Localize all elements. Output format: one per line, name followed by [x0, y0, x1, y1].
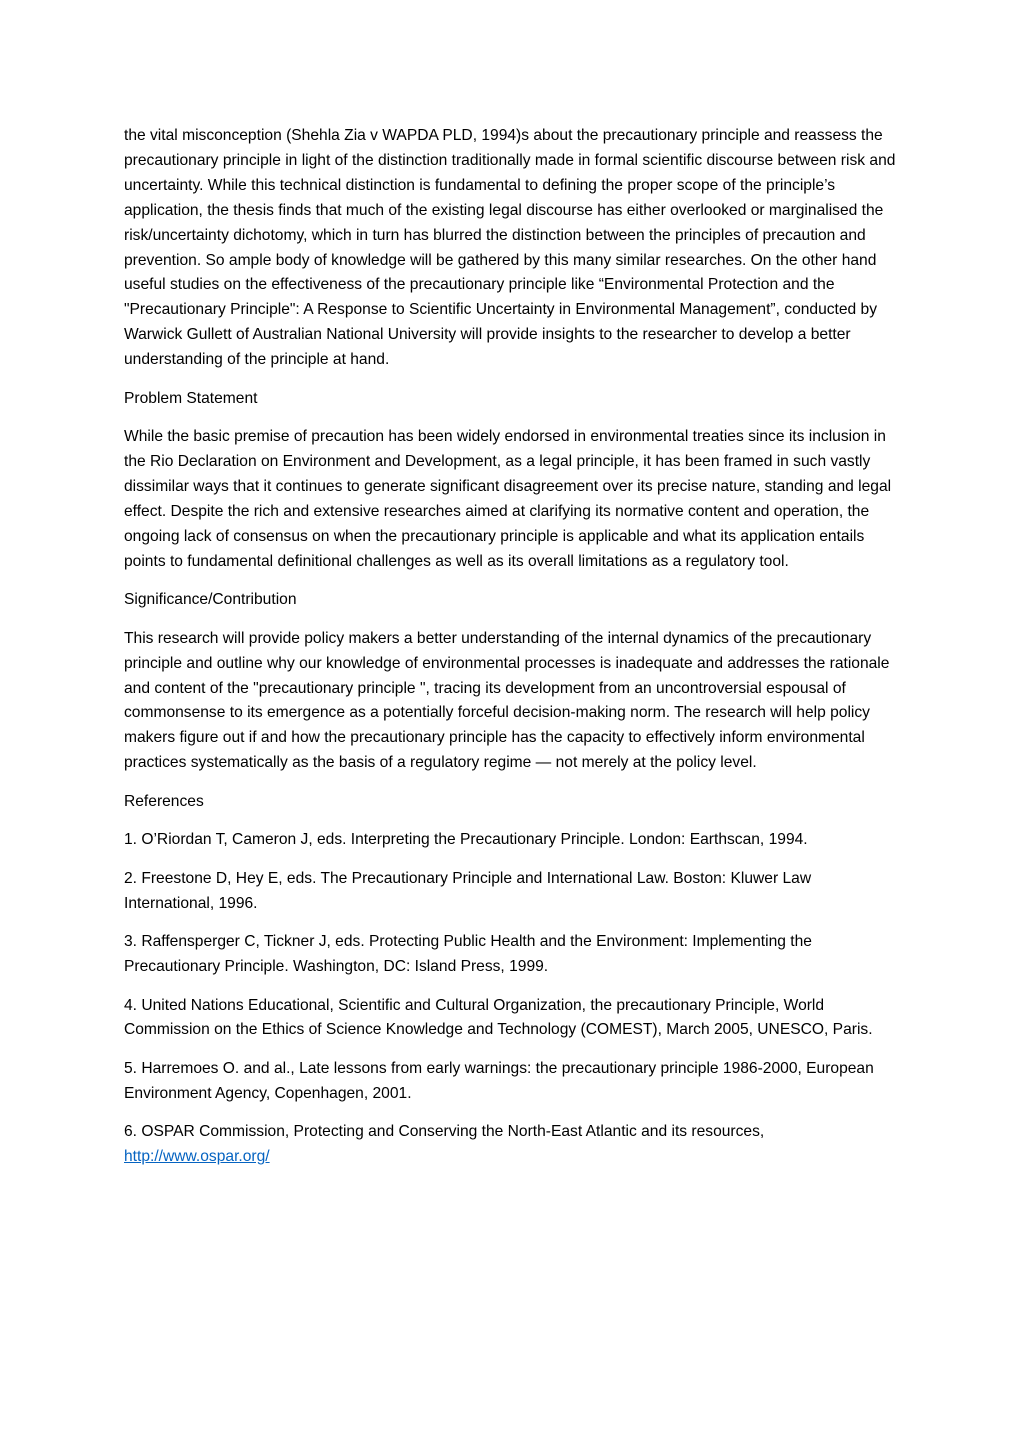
reference-item-6-text: 6. OSPAR Commission, Protecting and Conserving the North-East Atlantic and its resources,: [124, 1123, 765, 1141]
references-list: [124, 828, 902, 1170]
significance-paragraph: This research will provide policy makers a better understanding of the internal dynamics of the precautionary principle and outline why our knowledge of environmental processes is inadequate and addresses the rationale and content of the "precautionary principle ", tracing its development from an uncontroversial espousal of commonsense to its emergence as a potentially forceful decision-making norm. The research will help policy makers figure out if and how the precautionary principle has the capacity to effectively inform environmental practices systematically as the basis of a regulatory regime — not merely at the policy level.: [124, 629, 890, 772]
problem-statement-paragraph: While the basic premise of precaution has been widely endorsed in environmental treaties since its inclusion in the Rio Declaration on Environment and Development, as a legal principle, it has been framed in such vastly dissimilar ways that it continues to generate significant disagreement over its precise nature, standing and legal effect. Despite the rich and extensive researches aimed at clarifying its normative content and operation, the ongoing lack of consensus on when the precautionary principle is applicable and what its application entails points to fundamental definitional challenges as well as its overall limitations as a regulatory tool.: [124, 428, 892, 570]
problem-statement-heading: Problem Statement: [124, 389, 258, 407]
reference-item-1: 1. O’Riordan T, Cameron J, eds. Interpreting the Precautionary Principle. London: Earthscan, 1994.: [124, 831, 808, 849]
reference-item-5: 5. Harremoes O. and al., Late lessons from early warnings: the precautionary principle 1986-2000, European Environment Agency, Copenhagen, 2001.: [124, 1059, 874, 1102]
reference-item-6: [124, 1120, 902, 1170]
reference-item-4: 4. United Nations Educational, Scientific and Cultural Organization, the precautionary Principle, World Commission on the Ethics of Science Knowledge and Technology (COMEST), March 2005, UNESCO, Paris.: [124, 996, 873, 1039]
document-page: [124, 124, 902, 1184]
significance-heading: Significance/Contribution: [124, 591, 297, 609]
intro-paragraph: the vital misconception (Shehla Zia v WAPDA PLD, 1994)s about the precautionary principle and reassess the precautionary principle in light of the distinction traditionally made in formal scientific discourse between risk and uncertainty. While this technical distinction is fundamental to defining the proper scope of the principle’s application, the thesis finds that much of the existing legal discourse has either overlooked or marginalised the risk/uncertainty dichotomy, which in turn has blurred the distinction between the principles of precaution and prevention. So ample body of knowledge will be gathered by this many similar researches. On the other hand useful studies on the effectiveness of the precautionary principle like “Environmental Protection and the "Precautionary Principle": A Response to Scientific Uncertainty in Environmental Management”, conducted by Warwick Gullett of Australian National University will provide insights to the researcher to develop a better understanding of the principle at hand.: [124, 127, 896, 369]
references-heading: References: [124, 792, 204, 810]
reference-item-2: 2. Freestone D, Hey E, eds. The Precautionary Principle and International Law. Boston: Kluwer Law International, 1996.: [124, 869, 812, 912]
ospar-link[interactable]: http://www.ospar.org/: [124, 1148, 270, 1166]
reference-item-3: 3. Raffensperger C, Tickner J, eds. Protecting Public Health and the Environment: Implementing the Precautionary Principle. Washington, DC: Island Press, 1999.: [124, 933, 812, 976]
